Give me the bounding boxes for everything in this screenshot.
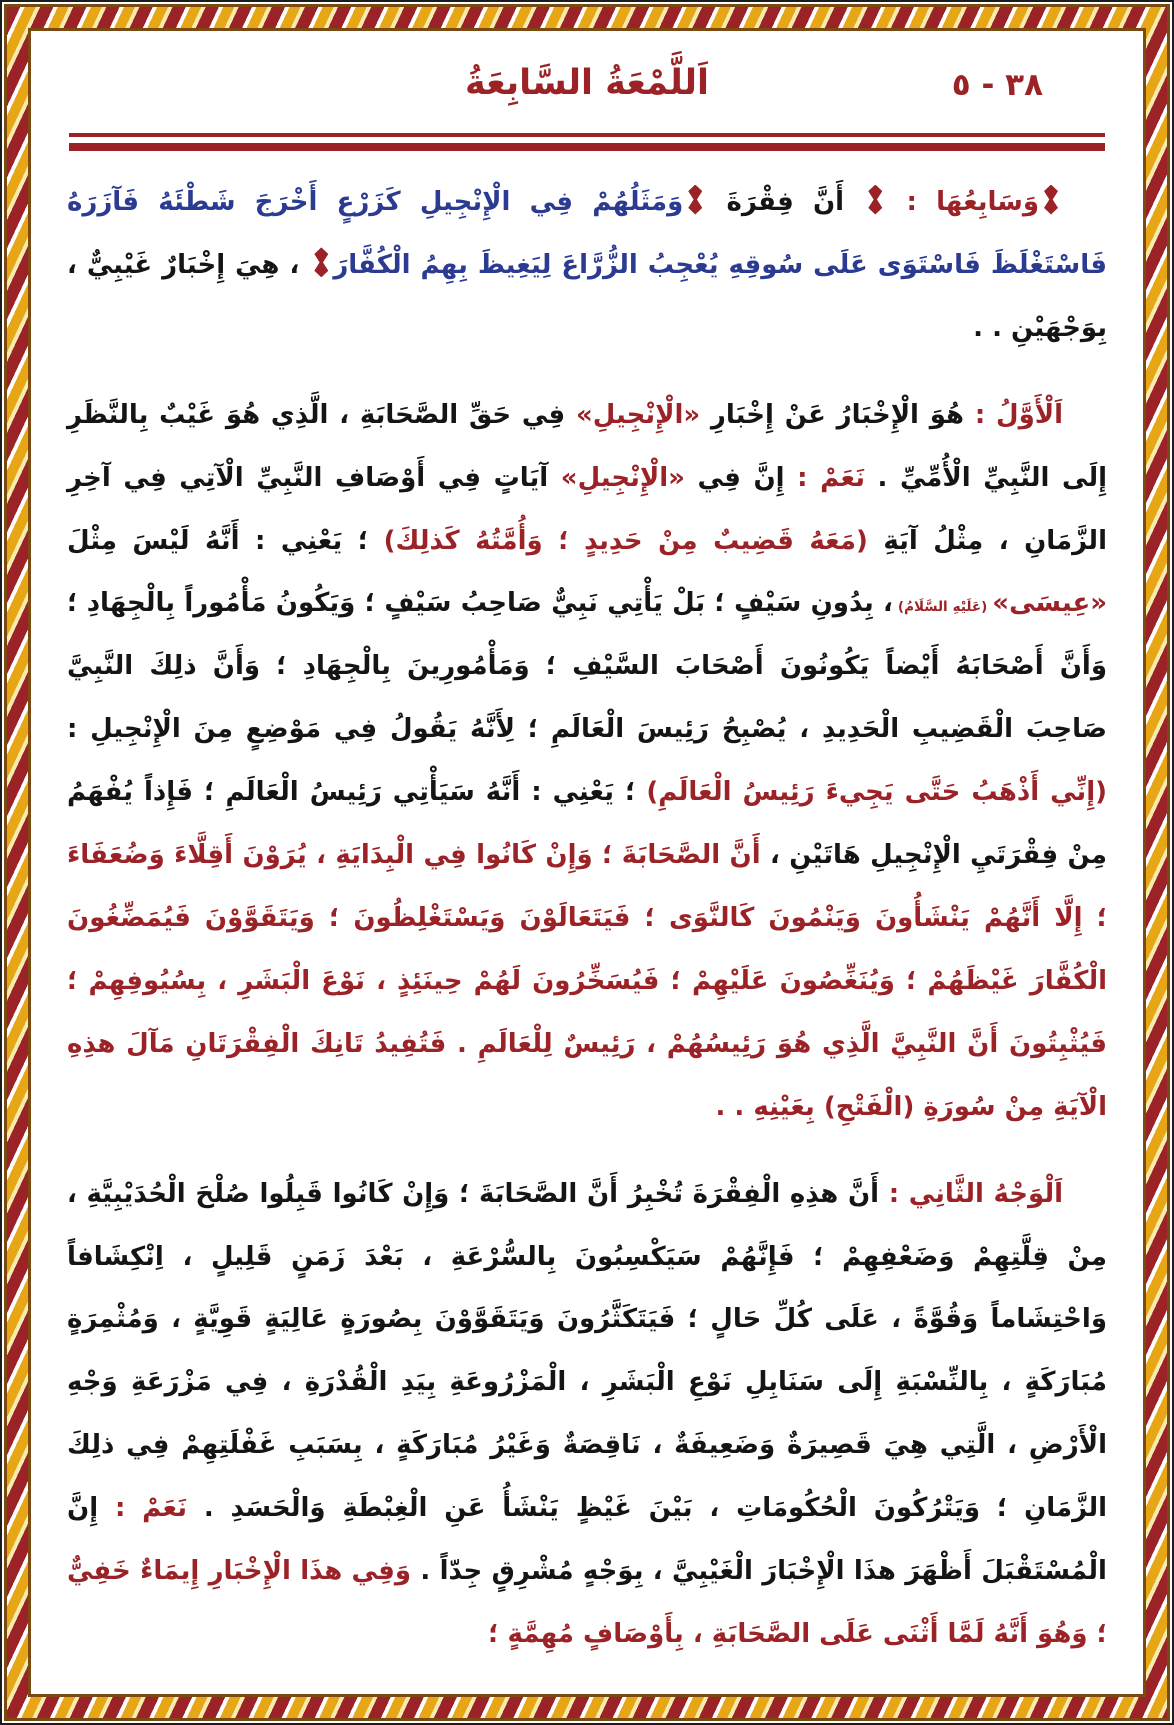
frame-ornament-pattern [7, 7, 1167, 1718]
text-segment: اَلْأَوَّلُ : [964, 399, 1063, 430]
text-segment: أَنَّ فِقْرَةَ [707, 187, 864, 217]
text-segment: أَنَّ الصَّحَابَةَ ؛ وَإِنْ كَانُوا فِي الْبِدَايَةِ ، يُرَوْنَ أَقِلَّاءَ وَضُعَفَاءَ ؛ إِلَّا أَنَّهُمْ يَنْشَأُونَ وَيَنْمُونَ كَالنَّوَى ؛ فَيَتَعَالَوْنَ وَيَسْتَغْلِظُونَ ؛ وَيَتَقَوَّوْنَ فَيُمَضِّغُونَ الْكُفَّارَ غَيْظَهُمْ ؛ وَيُنَغِّصُونَ عَلَيْهِمْ ؛ فَيُسَخِّرُونَ لَهُمْ حِينَئِذٍ ، نَوْعَ الْبَشَرِ ، بِسُيُوفِهِمْ ؛ فَيُثْبِتُونَ أَنَّ النَّبِيَّ الَّذِي هُوَ رَئِيسُهُمْ ، رَئِيسٌ لِلْعَالَمِ . فَتُفِيدُ تَانِكَ الْفِقْرَتَانِ مَآلَ هذِهِ الْآيَةِ مِنْ سُورَةِ (الْفَتْحِ) بِعَيْنِهِ . . [67, 840, 1107, 1122]
text-segment: اَلْوَجْهُ الثَّانِي : [879, 1178, 1064, 1209]
frame-white-band [2, 2, 1172, 1723]
text-segment: ، هِيَ إِخْبَارٌ غَيْبِيٌّ ، بِوَجْهَيْنِ . . [67, 249, 1107, 343]
text-segment: هُوَ الْإِخْبَارُ عَنْ إِخْبَارِ [700, 399, 965, 430]
rosette-ornament-icon [868, 185, 882, 215]
text-segment: نَعَمْ : [98, 1493, 187, 1524]
text-segment: (مَعَهُ قَضِيبٌ مِنْ حَدِيدٍ ؛ وَأُمَّتُهُ كَذلِكَ) [383, 525, 868, 556]
body-text [67, 171, 1107, 1666]
paragraph-second-aspect [67, 1163, 1107, 1666]
rosette-ornament-icon [688, 185, 702, 215]
text-segment: ، بِدُونِ سَيْفٍ ؛ بَلْ يَأْتِي نَبِيٌّ صَاحِبُ سَيْفٍ ؛ وَيَكُونُ مَأْمُوراً بِالْجِهَادِ ؛ وَأَنَّ أَصْحَابَهُ أَيْضاً يَكُونُونَ أَصْحَابَ السَّيْفِ ؛ وَمَأْمُورِينَ بِالْجِهَادِ ؛ وَأَنَّ ذلِكَ النَّبِيَّ صَاحِبَ الْقَضِيبِ الْحَدِيدِ ، يُصْبِحُ رَئِيسَ الْعَالَمِ ؛ لِأَنَّهُ يَقُولُ فِي مَوْضِعٍ مِنَ الْإِنْجِيلِ : [67, 588, 1107, 745]
text-segment: فِي حَقِّ الصَّحَابَةِ ، الَّذِي هُوَ غَيْبٌ بِالنَّظَرِ إِلَى النَّبِيِّ الْأُمِّيِّ . [67, 399, 1108, 493]
page-header [67, 55, 1107, 127]
text-segment: (عَلَيْهِ السَّلَامُ) [892, 599, 993, 616]
rosette-ornament-icon [1044, 185, 1058, 215]
text-segment: «الْإِنْجِيلِ» [575, 399, 701, 430]
text-segment: آيَاتٍ فِي أَوْصَافِ النَّبِيِّ الْآتِي فِي آخِرِ الزَّمَانِ ، مِثْلُ آيَةِ [67, 462, 1107, 556]
text-segment: نَعَمْ : [784, 462, 865, 493]
frame-inner-brown-band [28, 28, 1146, 1697]
text-segment: إِنَّ فِي [684, 462, 785, 493]
page-number: ٣٨ - ٥ [951, 67, 1043, 103]
text-segment: وَمَثَلُهُمْ فِي الْإِنْجِيلِ كَزَرْعٍ أَخْرَجَ شَطْئَهُ فَآزَرَهُ فَاسْتَغْلَظَ فَاسْتَوَى عَلَى سُوقِهِ يُعْجِبُ الزُّرَّاعَ لِيَغِيظَ بِهِمُ الْكُفَّارَ [67, 187, 1107, 280]
text-segment: «عِيسَى» [992, 588, 1108, 619]
paragraph-first-aspect [67, 384, 1107, 1139]
frame-brown-band [4, 4, 1170, 1721]
header-divider [69, 133, 1105, 151]
text-segment: وَسَابِعُهَا : [887, 187, 1039, 217]
text-segment: ؛ يَعْنِي : أَنَّهُ لَيْسَ مِثْلَ [67, 525, 384, 556]
text-segment: «الْإِنْجِيلِ» [560, 462, 685, 493]
text-segment: إِنَّ الْمُسْتَقْبَلَ أَظْهَرَ هذَا الْإِخْبَارَ الْغَيْبِيَّ ، بِوَجْهٍ مُشْرِقٍ جِدّاً . [67, 1493, 1107, 1587]
text-segment: أَنَّ هذِهِ الْفِقْرَةَ تُخْبِرُ أَنَّ الصَّحَابَةَ ؛ وَإِنْ كَانُوا قَبِلُوا صُلْحَ الْحُدَيْبِيَّةِ ، مِنْ قِلَّتِهِمْ وَضَعْفِهِمْ ؛ فَإِنَّهُمْ سَيَكْسِبُونَ بِالسُّرْعَةِ ، بَعْدَ زَمَنٍ قَلِيلٍ ، اِنْكِشَافاً وَاحْتِشَاماً وَقُوَّةً ، عَلَى كُلِّ حَالٍ ؛ فَيَتَكَثَّرُونَ وَيَتَقَوَّوْنَ بِصُورَةٍ عَالِيَةٍ قَوِيَّةٍ ، وَمُثْمِرَةٍ مُبَارَكَةٍ ، بِالنِّسْبَةِ إِلَى سَنَابِلِ نَوْعِ الْبَشَرِ ، الْمَزْرُوعَةِ بِيَدِ الْقُدْرَةِ ، فِي مَزْرَعَةِ وَجْهِ الْأَرْضِ ، الَّتِي هِيَ قَصِيرَةٌ وَضَعِيفَةٌ ، نَاقِصَةٌ وَغَيْرُ مُبَارَكَةٍ ، بِسَبَبِ غَفْلَتِهِمْ فِي ذلِكَ الزَّمَانِ ؛ وَيَتْرُكُونَ الْحُكُومَاتِ ، بَيْنَ غَيْظٍ يَنْشَأُ عَنِ الْغِبْطَةِ وَالْحَسَدِ . [67, 1178, 1108, 1524]
page-content [31, 31, 1143, 1694]
paragraph-seventh-point [67, 171, 1107, 360]
rosette-ornament-icon [314, 247, 328, 277]
text-segment: (إِنِّي أَذْهَبُ حَتَّى يَجِيءَ رَئِيسُ الْعَالَمِ) [646, 777, 1107, 808]
text-segment: وَفِي هذَا الْإِخْبَارِ إِيمَاءٌ خَفِيٌّ ؛ وَهُوَ أَنَّهُ لَمَّا أَثْنَى عَلَى الصَّحَابَةِ ، بِأَوْصَافٍ مُهِمَّةٍ ؛ [67, 1556, 1107, 1649]
page-title: اَللَّمْعَةُ السَّابِعَةُ [464, 63, 710, 103]
text-segment: ؛ يَعْنِي : أَنَّهُ سَيَأْتِي رَئِيسُ الْعَالَمِ ؛ فَإِذاً يُفْهَمُ مِنْ فِقْرَتَيِ الْإِنْجِيلِ هَاتَيْنِ ، [67, 777, 1107, 871]
